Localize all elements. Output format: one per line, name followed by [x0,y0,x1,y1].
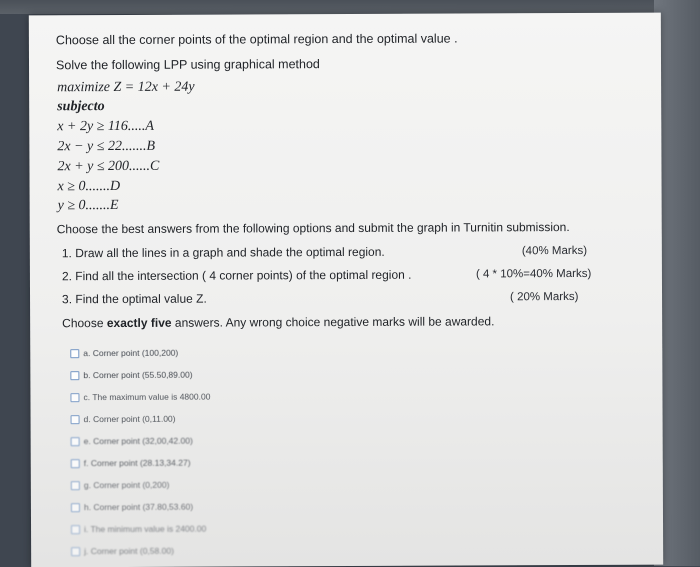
constraint-e: y ≥ 0.......E [57,197,119,214]
option-f[interactable] [71,458,191,469]
constraint-d: x ≥ 0.......D [57,178,121,195]
option-g-checkbox[interactable] [71,481,80,490]
option-b[interactable] [70,370,192,381]
option-a-checkbox[interactable] [70,349,79,358]
option-d-checkbox[interactable] [71,415,80,424]
question-card [29,13,663,567]
option-c-checkbox[interactable] [70,393,79,402]
option-f-checkbox[interactable] [71,459,80,468]
choose-instruction [62,314,494,330]
task-2-marks: ( 4 * 10%=40% Marks) [475,267,592,281]
choose-emphasis: exactly five [106,315,172,331]
option-c[interactable] [70,392,210,403]
option-c-label: c. The maximum value is 4800.00 [83,391,211,403]
objective-function: maximize Z = 12x + 24y [57,79,195,96]
option-i-checkbox[interactable] [71,525,80,534]
question-title: Choose all the corner points of the optimal region and the optimal value . [55,31,458,48]
subject-to-label: subjecto [57,99,105,115]
option-g-label: g. Corner point (0,200) [83,479,170,491]
option-i-label: i. The minimum value is 2400.00 [84,523,207,535]
option-e-label: e. Corner point (32,00,42.00) [83,435,193,447]
option-f-label: f. Corner point (28.13,34.27) [83,457,191,469]
constraint-c: 2x + y ≤ 200......C [57,158,160,175]
instruction-text: Choose the best answers from the following options and submit the graph in Turnitin submission. [56,220,570,237]
choose-suffix: answers. Any wrong choice negative marks will be awarded. [171,314,495,330]
option-b-checkbox[interactable] [70,371,79,380]
option-i[interactable] [71,524,206,535]
option-d[interactable] [71,414,176,424]
option-g[interactable] [71,480,170,490]
task-1: 1. Draw all the lines in a graph and shade the optimal region. [61,244,385,261]
option-e[interactable] [71,436,193,447]
task-1-marks: (40% Marks) [521,244,588,258]
option-j[interactable] [71,546,174,556]
task-2: 2. Find all the intersection ( 4 corner points) of the optimal region . [61,267,412,284]
option-h[interactable] [71,502,193,513]
option-d-label: d. Corner point (0,11.00) [83,413,176,425]
photo-background-top [0,0,700,14]
option-a-label: a. Corner point (100,200) [83,347,179,359]
option-b-label: b. Corner point (55.50,89.00) [83,369,193,381]
task-3: 3. Find the optimal value Z. [62,291,207,307]
constraint-a: x + 2y ≥ 116.....A [57,118,154,135]
option-h-label: h. Corner point (37.80,53.60) [83,501,194,513]
choose-prefix: Choose [62,316,107,331]
constraint-b: 2x − y ≤ 22.......B [57,138,156,155]
option-h-checkbox[interactable] [71,503,80,512]
option-j-label: j. Corner point (0,58.00) [84,545,174,557]
option-a[interactable] [70,348,178,358]
option-j-checkbox[interactable] [71,547,80,556]
option-e-checkbox[interactable] [71,437,80,446]
task-3-marks: ( 20% Marks) [510,290,579,304]
question-subtitle: Solve the following LPP using graphical method [55,57,320,73]
